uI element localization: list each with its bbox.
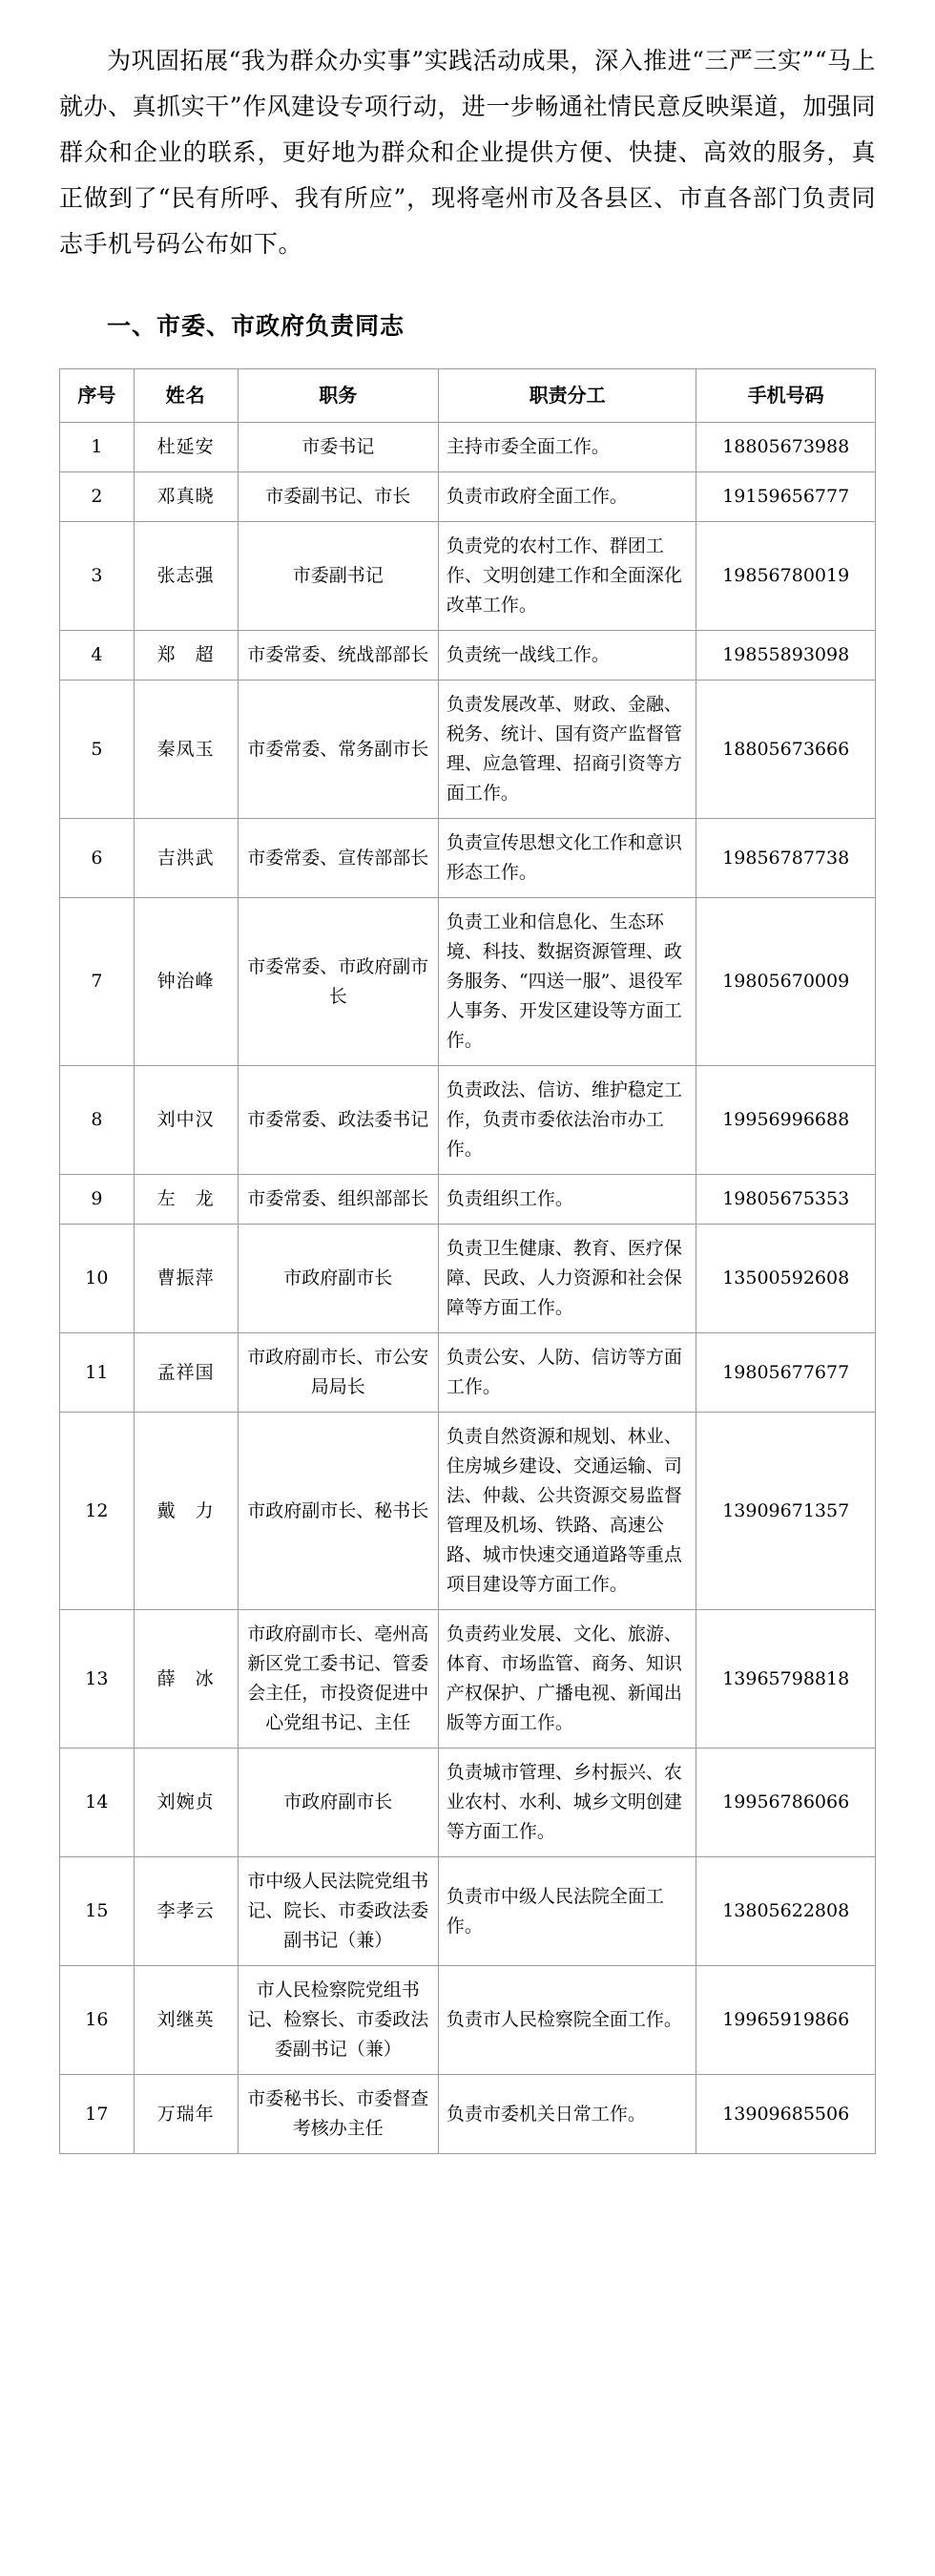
table-row bbox=[60, 2075, 876, 2154]
table-row bbox=[60, 631, 876, 681]
cell-post: 市委副书记 bbox=[238, 522, 438, 631]
cell-index: 7 bbox=[60, 898, 135, 1066]
cell-duty: 负责自然资源和规划、林业、住房城乡建设、交通运输、司法、仲裁、公共资源交易监督管理及机场、铁路、高速公路、城市快速交通道路等重点项目建设等方面工作。 bbox=[438, 1413, 696, 1610]
cell-name: 孟祥国 bbox=[134, 1333, 238, 1413]
cell-name: 张志强 bbox=[134, 522, 238, 631]
cell-index: 15 bbox=[60, 1857, 135, 1966]
cell-post: 市政府副市长 bbox=[238, 1225, 438, 1333]
cell-duty: 负责党的农村工作、群团工作、文明创建工作和全面深化改革工作。 bbox=[438, 522, 696, 631]
table-row bbox=[60, 1749, 876, 1857]
cell-tel: 19805675353 bbox=[696, 1175, 876, 1225]
cell-tel: 19159656777 bbox=[696, 472, 876, 522]
cell-duty: 负责组织工作。 bbox=[438, 1175, 696, 1225]
cell-duty: 负责城市管理、乡村振兴、农业农村、水利、城乡文明创建等方面工作。 bbox=[438, 1749, 696, 1857]
cell-duty: 负责工业和信息化、生态环境、科技、数据资源管理、政务服务、“四送一服”、退役军人事务、开发区建设等方面工作。 bbox=[438, 898, 696, 1066]
cell-name: 李孝云 bbox=[134, 1857, 238, 1966]
cell-tel: 13805622808 bbox=[696, 1857, 876, 1966]
cell-index: 4 bbox=[60, 631, 135, 681]
cell-post: 市委常委、市政府副市长 bbox=[238, 898, 438, 1066]
cell-post: 市政府副市长 bbox=[238, 1749, 438, 1857]
cell-index: 10 bbox=[60, 1225, 135, 1333]
cell-post: 市委常委、政法委书记 bbox=[238, 1066, 438, 1175]
cell-tel: 19855893098 bbox=[696, 631, 876, 681]
cell-duty: 负责统一战线工作。 bbox=[438, 631, 696, 681]
cell-name: 郑 超 bbox=[134, 631, 238, 681]
cell-name: 刘婉贞 bbox=[134, 1749, 238, 1857]
cell-index: 6 bbox=[60, 819, 135, 898]
cell-tel: 13500592608 bbox=[696, 1225, 876, 1333]
cell-duty: 负责药业发展、文化、旅游、体育、市场监管、商务、知识产权保护、广播电视、新闻出版等方面工作。 bbox=[438, 1610, 696, 1749]
cell-index: 14 bbox=[60, 1749, 135, 1857]
cell-duty: 负责卫生健康、教育、医疗保障、民政、人力资源和社会保障等方面工作。 bbox=[438, 1225, 696, 1333]
cell-tel: 19856787738 bbox=[696, 819, 876, 898]
table-header bbox=[60, 369, 876, 423]
cell-index: 5 bbox=[60, 681, 135, 819]
cell-post: 市委秘书长、市委督查考核办主任 bbox=[238, 2075, 438, 2154]
cell-post: 市委常委、宣传部部长 bbox=[238, 819, 438, 898]
cell-name: 杜延安 bbox=[134, 423, 238, 472]
cell-name: 吉洪武 bbox=[134, 819, 238, 898]
cell-index: 13 bbox=[60, 1610, 135, 1749]
table-row bbox=[60, 1857, 876, 1966]
cell-tel: 19965919866 bbox=[696, 1966, 876, 2075]
table-row bbox=[60, 1175, 876, 1225]
cell-post: 市政府副市长、市公安局局长 bbox=[238, 1333, 438, 1413]
table-body bbox=[60, 423, 876, 2154]
cell-name: 邓真晓 bbox=[134, 472, 238, 522]
cell-index: 1 bbox=[60, 423, 135, 472]
cell-tel: 19856780019 bbox=[696, 522, 876, 631]
cell-duty: 负责市政府全面工作。 bbox=[438, 472, 696, 522]
cell-duty: 负责宣传思想文化工作和意识形态工作。 bbox=[438, 819, 696, 898]
cell-index: 9 bbox=[60, 1175, 135, 1225]
cell-name: 左 龙 bbox=[134, 1175, 238, 1225]
table-row bbox=[60, 1413, 876, 1610]
cell-tel: 13909671357 bbox=[696, 1413, 876, 1610]
cell-index: 2 bbox=[60, 472, 135, 522]
cell-post: 市委常委、统战部部长 bbox=[238, 631, 438, 681]
table-row bbox=[60, 1610, 876, 1749]
cell-duty: 负责市人民检察院全面工作。 bbox=[438, 1966, 696, 2075]
cell-duty: 负责公安、人防、信访等方面工作。 bbox=[438, 1333, 696, 1413]
cell-tel: 13965798818 bbox=[696, 1610, 876, 1749]
cell-tel: 18805673988 bbox=[696, 423, 876, 472]
cell-tel: 19805670009 bbox=[696, 898, 876, 1066]
cell-index: 16 bbox=[60, 1966, 135, 2075]
cell-tel: 13909685506 bbox=[696, 2075, 876, 2154]
cell-duty: 负责发展改革、财政、金融、税务、统计、国有资产监督管理、应急管理、招商引资等方面工作。 bbox=[438, 681, 696, 819]
cell-name: 钟治峰 bbox=[134, 898, 238, 1066]
cell-tel: 19956996688 bbox=[696, 1066, 876, 1175]
cell-index: 12 bbox=[60, 1413, 135, 1610]
cell-index: 8 bbox=[60, 1066, 135, 1175]
cell-name: 曹振萍 bbox=[134, 1225, 238, 1333]
cell-name: 刘中汉 bbox=[134, 1066, 238, 1175]
table-header-row bbox=[60, 369, 876, 423]
cell-post: 市人民检察院党组书记、检察长、市委政法委副书记（兼） bbox=[238, 1966, 438, 2075]
cell-name: 万瑞年 bbox=[134, 2075, 238, 2154]
table-row bbox=[60, 472, 876, 522]
table-row bbox=[60, 819, 876, 898]
cell-index: 11 bbox=[60, 1333, 135, 1413]
cell-duty: 负责政法、信访、维护稳定工作，负责市委依法治市办工作。 bbox=[438, 1066, 696, 1175]
column-header-post: 职务 bbox=[238, 369, 438, 423]
cell-post: 市政府副市长、秘书长 bbox=[238, 1413, 438, 1610]
cell-tel: 18805673666 bbox=[696, 681, 876, 819]
table-row bbox=[60, 898, 876, 1066]
table-row bbox=[60, 1225, 876, 1333]
table-row bbox=[60, 1066, 876, 1175]
table-row bbox=[60, 522, 876, 631]
table-row bbox=[60, 681, 876, 819]
column-header-index: 序号 bbox=[60, 369, 135, 423]
cell-post: 市委书记 bbox=[238, 423, 438, 472]
cell-tel: 19805677677 bbox=[696, 1333, 876, 1413]
table-row bbox=[60, 1333, 876, 1413]
cell-post: 市中级人民法院党组书记、院长、市委政法委副书记（兼） bbox=[238, 1857, 438, 1966]
cell-post: 市委常委、组织部部长 bbox=[238, 1175, 438, 1225]
intro-paragraph: 为巩固拓展“我为群众办实事”实践活动成果，深入推进“三严三实”“马上就办、真抓实干”作风建设专项行动，进一步畅通社情民意反映渠道，加强同群众和企业的联系，更好地为群众和企业提供方便、快捷、高效的服务，真正做到了“民有所呼、我有所应”，现将亳州市及各县区、市直各部门负责同志手机号码公布如下。 bbox=[59, 47, 876, 258]
table-row bbox=[60, 1966, 876, 2075]
column-header-tel: 手机号码 bbox=[696, 369, 876, 423]
cell-name: 戴 力 bbox=[134, 1413, 238, 1610]
column-header-duty: 职责分工 bbox=[438, 369, 696, 423]
officials-table bbox=[59, 368, 876, 2154]
cell-duty: 负责市中级人民法院全面工作。 bbox=[438, 1857, 696, 1966]
cell-post: 市委常委、常务副市长 bbox=[238, 681, 438, 819]
section-title: 一、市委、市政府负责同志 bbox=[107, 312, 405, 340]
cell-index: 3 bbox=[60, 522, 135, 631]
column-header-name: 姓名 bbox=[134, 369, 238, 423]
cell-name: 薛 冰 bbox=[134, 1610, 238, 1749]
cell-post: 市政府副市长、亳州高新区党工委书记、管委会主任，市投资促进中心党组书记、主任 bbox=[238, 1610, 438, 1749]
cell-post: 市委副书记、市长 bbox=[238, 472, 438, 522]
table-row bbox=[60, 423, 876, 472]
cell-index: 17 bbox=[60, 2075, 135, 2154]
cell-name: 秦凤玉 bbox=[134, 681, 238, 819]
cell-tel: 19956786066 bbox=[696, 1749, 876, 1857]
cell-name: 刘继英 bbox=[134, 1966, 238, 2075]
cell-duty: 主持市委全面工作。 bbox=[438, 423, 696, 472]
cell-duty: 负责市委机关日常工作。 bbox=[438, 2075, 696, 2154]
